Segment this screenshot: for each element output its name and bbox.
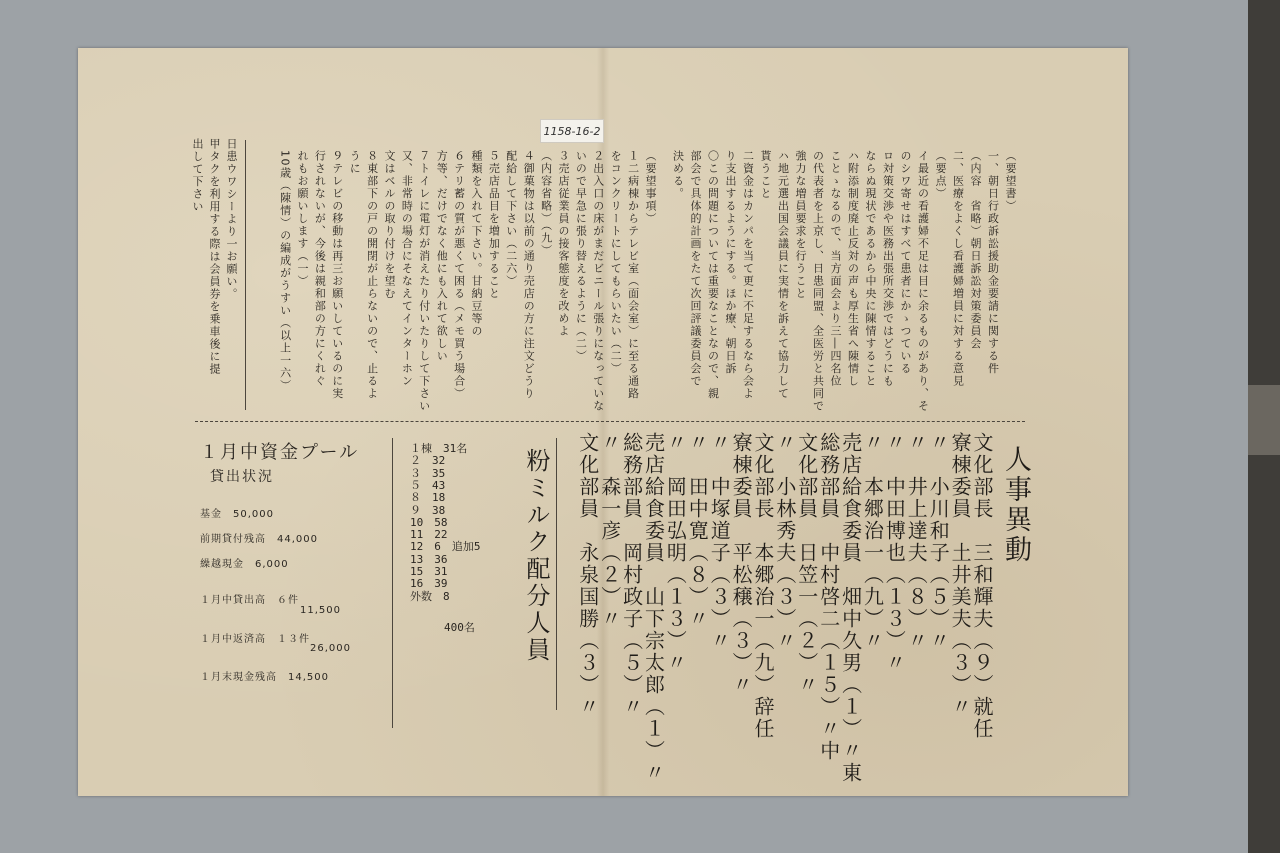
notice-divider [245, 140, 246, 410]
personnel-row: 文化部長 三和輝夫（９）就任 [970, 432, 994, 740]
request-item-line: 方等、だけでなく他にも入れて欲しい [435, 150, 449, 363]
request-item-line: をコンクリートにしてもらいたい（二） [609, 150, 623, 375]
background-shelf [1248, 385, 1280, 455]
milk-row: ２ 32 [410, 454, 446, 468]
request-item-line: ２出入口の床がまだビニール張りになっていな [591, 150, 605, 413]
request-item-line: （要望事項） [644, 150, 657, 225]
personnel-row: 売店給食委員 畑中久男（１）〃東 [838, 432, 863, 784]
personnel-row: 〃 森一彦（２）〃 [597, 432, 622, 630]
request-line: の代表者を上京し、日患同盟、全医労と共同で [811, 150, 825, 413]
catalog-tag: 1158-16-2 [540, 119, 604, 143]
notice-line: 出して下さい [191, 138, 204, 213]
request-item-line: いので早急に張り替えるように（二） [574, 150, 588, 363]
request-line: ことゝなるので、当方面会より三―四名位 [829, 150, 842, 388]
request-line: ハ附添制度廃止反対の声も厚生省へ陳情し [846, 150, 860, 388]
fund-row: 繰越現金 6,000 [200, 559, 289, 570]
request-line: 貰うこと [759, 150, 772, 200]
request-line: 〇この問題については重要なことなので、親 [706, 150, 720, 400]
milk-row: 15 31 [410, 565, 448, 578]
personnel-row: 〃 井上達夫（８）〃 [904, 432, 929, 652]
fund-row: １月中返済高 １３件 [200, 634, 310, 645]
personnel-row: 〃 本郷治一（九）〃 [860, 432, 885, 652]
request-item-line: 10歳（陳情）の編成がうすい（以上一六） [278, 150, 292, 392]
personnel-row: 文化部員 日笠一（２）〃 [794, 432, 819, 696]
personnel-row: 文化部員 永泉国勝（３）〃 [575, 432, 600, 718]
fund-row: 26,000 [310, 643, 351, 654]
request-item-line: （内容省略）（九） [539, 150, 553, 257]
fund-row: 前期貸付残高 44,000 [200, 534, 318, 545]
request-item-line: ８東部下の戸の開閉が止らないので、止るよ [365, 150, 379, 400]
request-line: ロ対策交渉や医務出張所交渉ではどうにも [881, 150, 895, 388]
request-line: 決める。 [671, 150, 685, 200]
request-line: （内容 省略）朝日訴訟対策委員会 [969, 150, 982, 350]
section-divider [195, 421, 1025, 423]
request-line: 強力な増員要求を行うこと [794, 150, 807, 300]
request-item-line: ４御菓物は以前の通り売店の方に注文どうり [522, 150, 536, 400]
request-item-line: 種類を入れて下さい。甘納豆等の [470, 150, 483, 338]
request-item-line: れもお願いします（一） [296, 150, 309, 288]
request-item-line: ３売店従業員の接客態度を改めよ [557, 150, 570, 338]
request-item-line: 配給して下さい（二六） [504, 150, 518, 288]
milk-row: ５ 43 [410, 478, 446, 492]
request-item-line: 又、非常時の場合にそなえてインターホン [400, 150, 414, 388]
fund-row: 11,500 [300, 605, 341, 616]
personnel-row: 〃 中田博也（１３）〃 [882, 432, 907, 674]
request-line: （要望書） [1004, 150, 1017, 213]
request-line: 部会で具体的計画をたて次回評議委員会で [689, 150, 702, 388]
request-item-line: ７トイレに電灯が消えたり付いたりして下さい [417, 150, 431, 413]
request-line: ハ地元選出国会議員に実情を訴えて協力して [776, 150, 790, 400]
fund-subtitle: 貸出状況 [210, 469, 274, 485]
fund-row: １月中貸出高 ６件 [200, 595, 299, 606]
request-line: のシワ寄せはすべて患者にかゝつている [899, 150, 912, 375]
personnel-row: 売店給食委員 山下宗太郎（１）〃 [641, 432, 666, 784]
request-line: り支出するようにする。ほか療、朝日訴 [724, 150, 737, 375]
personnel-row: 〃 田中寛（８）〃 [685, 432, 710, 630]
request-line: 二資金はカンパを当て更に不足するなら会よ [741, 150, 755, 400]
milk-row: 10 58 [410, 515, 448, 529]
request-item-line: １二病棟からテレビ室（面会室）に至る通路 [626, 150, 640, 400]
request-item-line: 文はベルの取り付けを望む [383, 150, 396, 300]
milk-row: 13 36 [410, 552, 448, 566]
milk-row: ９ 38 [410, 503, 446, 517]
request-line: （要点） [934, 150, 947, 200]
milk-row: 12 6 追加5 [410, 540, 481, 554]
milk-row: 11 22 [410, 528, 448, 542]
fund-row: 基金 50,000 [200, 509, 274, 520]
milk-row: 外数 8 [410, 589, 450, 603]
milk-row: 16 39 [410, 577, 448, 591]
request-item-line: ６テリ蓄の質が悪くて困る（メモ買う場合） [452, 150, 466, 400]
milk-row: ８ 18 [410, 491, 446, 505]
request-item-line: 行されないが、今後は親和部の方にくれぐ [313, 150, 327, 388]
background-edge [1248, 0, 1280, 853]
notice-line: 甲タクを利用する際は会員券を乗車後に提 [208, 138, 221, 376]
personnel-row: 〃 小川和子（５）〃 [926, 432, 951, 652]
milk-row: １棟 31名 [410, 442, 468, 455]
request-line: ならぬ現状であるから中央に陳情すること [864, 150, 877, 388]
notice-line: 日患ウワシーより一お願い。 [225, 138, 238, 301]
request-item-line: ９テレビの移動は再三お願いしているのに実 [330, 150, 344, 400]
personnel-row: 総務部員 中村啓二（１５）〃中 [816, 432, 841, 762]
request-line: 一、朝日行政訴訟援助金要請に関する件 [986, 150, 1000, 375]
personnel-row: 寮棟委員 土井美夫（３）〃 [948, 432, 973, 718]
fund-row: １月末現金残高 14,500 [200, 672, 329, 683]
personnel-title: 人事異動 [1000, 445, 1031, 565]
personnel-row: 〃 中塚道子（３）〃 [707, 432, 732, 652]
personnel-row: 総務部員 岡村政子（５）〃 [619, 432, 644, 718]
personnel-row: 〃 岡田弘明（１３）〃 [663, 432, 688, 674]
fund-divider [392, 438, 393, 728]
milk-divider [556, 438, 557, 710]
personnel-row: 寮棟委員 平松穣（３）〃 [729, 432, 754, 696]
personnel-row: 〃 小林秀夫（３）〃 [772, 432, 797, 652]
request-line: イ最近の看護婦不足は目に余るものがあり、そ [916, 150, 930, 413]
milk-title: 粉ミルク配分人員 [522, 448, 550, 664]
request-item-line: うに [348, 150, 362, 175]
request-line: 二、医療をよくし看護婦増員に対する意見 [951, 150, 965, 388]
fund-title: １月中資金プール [200, 442, 360, 463]
milk-row: ３ 35 [410, 466, 446, 480]
personnel-row: 文化部長 本郷治一（九）辞任 [751, 432, 775, 740]
request-item-line: ５売店品目を増加すること [487, 150, 501, 300]
milk-total: 400名 [444, 621, 475, 634]
